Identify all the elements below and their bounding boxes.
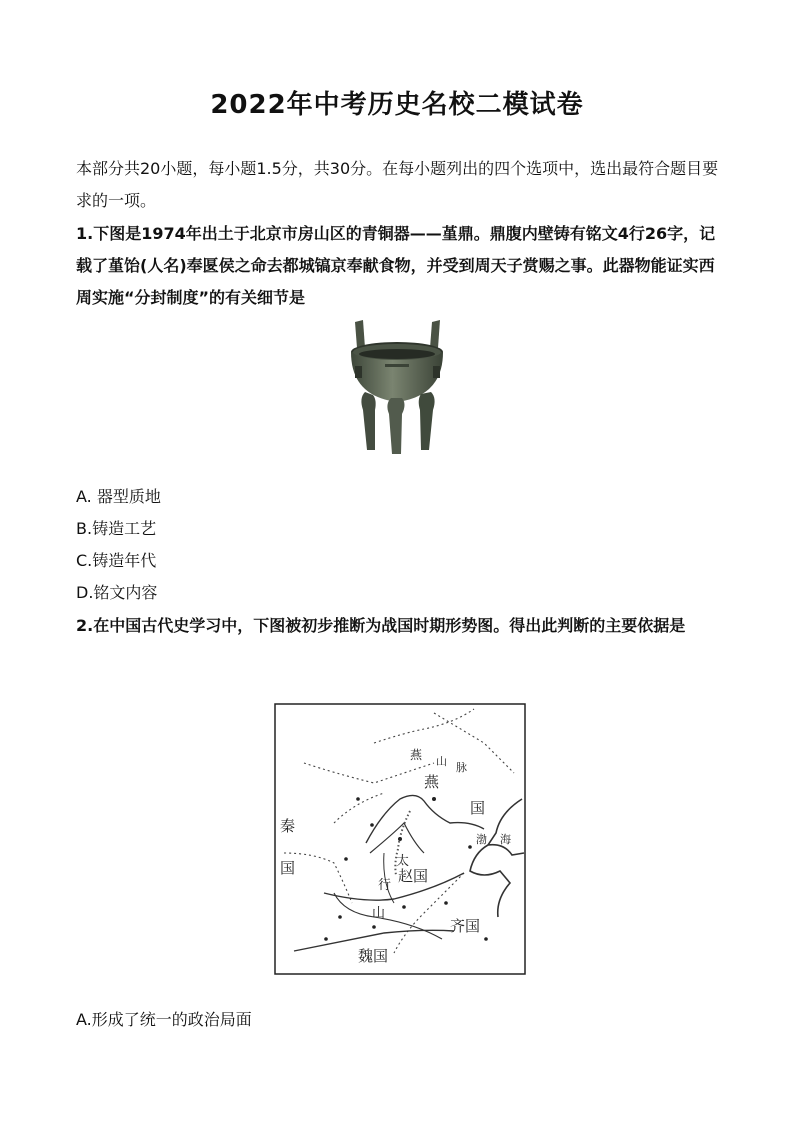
question-2-option-a: A.形成了统一的政治局面 [76,1010,252,1029]
map-label-qi: 齐国 [450,917,481,935]
map-label-wei: 魏国 [358,947,389,965]
section-intro: 本部分共20小题，每小题1.5分，共30分。在每小题列出的四个选项中，选出最符合题目要求的一项。 [76,159,719,210]
question-2-stem: 2.在中国古代史学习中，下图被初步推断为战国时期形势图。得出此判断的主要依据是 [76,616,686,635]
warring-states-map [274,703,526,975]
question-1-option-a: A. 器型质地 [76,487,161,506]
map-label-taihang-2: 行 [378,878,392,893]
map-label-guo: 国 [470,799,486,817]
map-label-qin-guo: 国 [280,859,296,877]
question-1-option-d: D.铭文内容 [76,583,158,602]
map-label-yanshan-1: 燕 [410,748,423,762]
bronze-ding-image [345,318,450,456]
map-label-qin: 秦 [280,817,296,835]
map-label-taihang-3: 山 [372,906,386,921]
question-1-stem: 1.下图是1974年出土于北京市房山区的青铜器——堇鼎。鼎腹内壁铸有铭文4行26字，记载了堇饴(人名)奉匽侯之命去都城镐京奉献食物，并受到周天子赏赐之事。此器物能证实西周实施“分封制度”的有关细节是 [76,224,716,307]
map-label-bohai: 渤 [476,833,487,846]
map-label-taihang-1: 太 [396,854,410,869]
page-title: 2022年中考历史名校二模试卷 [210,90,584,120]
map-label-zhao: 赵国 [398,867,429,885]
map-label-yan: 燕 [424,773,440,791]
question-1-option-c: C.铸造年代 [76,551,157,570]
question-1-option-b: B.铸造工艺 [76,519,157,538]
map-label-shan: 山 [436,755,447,768]
map-label-yanshan-2: 脉 [456,761,467,774]
map-label-hai: 海 [500,833,511,846]
